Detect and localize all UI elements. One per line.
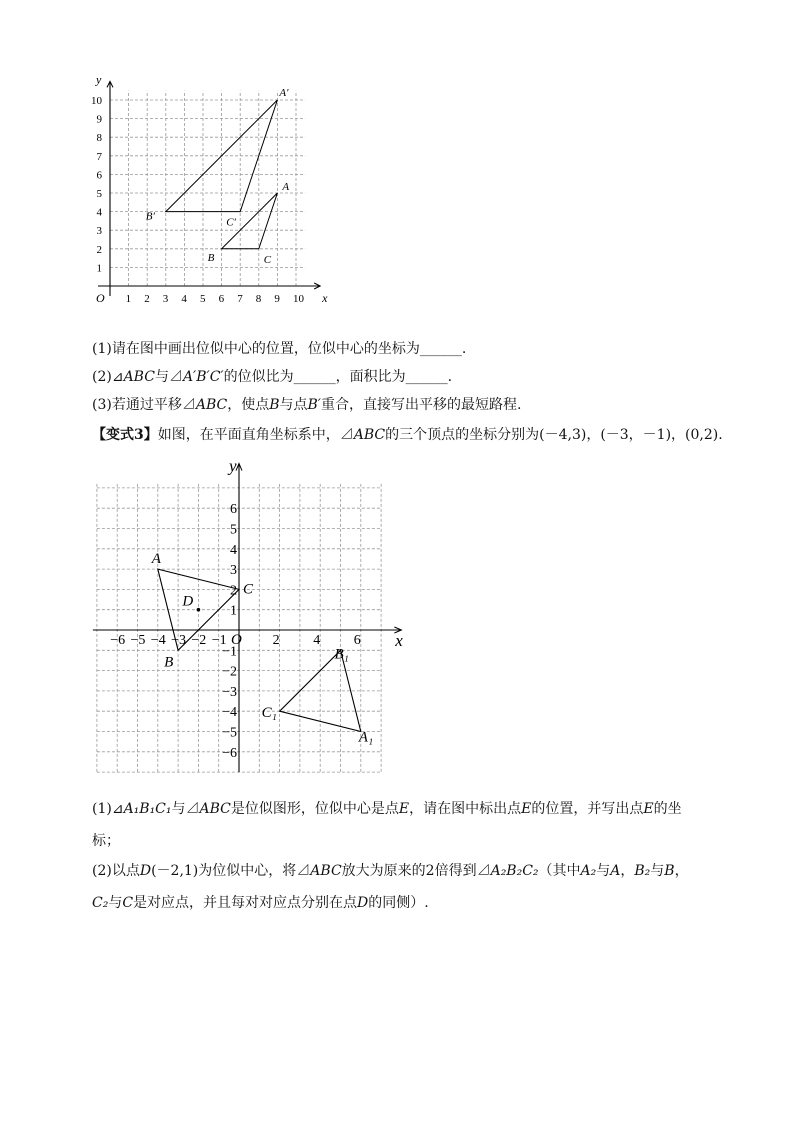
x-tick-label: −1 bbox=[211, 633, 227, 648]
question-1-2: (2)⊿ABC与⊿A′B′C′的位似比为______，面积比为______. bbox=[92, 369, 453, 385]
question-1-3: (3)若通过平移⊿ABC，使点B与点B′重合，直接写出平移的最短路程. bbox=[92, 397, 522, 413]
point-d-dot bbox=[197, 608, 201, 612]
y-tick-label: −3 bbox=[222, 684, 237, 700]
y-tick-label: −1 bbox=[222, 644, 237, 660]
y-tick-label: 6 bbox=[230, 502, 237, 518]
x-tick-label: 2 bbox=[272, 633, 280, 648]
y-tick-label: −2 bbox=[222, 664, 237, 680]
y-tick-label: 5 bbox=[230, 522, 237, 538]
point-label-c: C bbox=[243, 581, 254, 598]
variant-3-intro: 【变式3】如图，在平面直角坐标系中，⊿ABC的三个顶点的坐标分别为(－4,3)，(－3，－1)，(0,2). bbox=[92, 427, 723, 443]
y-tick-label: 1 bbox=[96, 262, 102, 275]
x-tick-label: 9 bbox=[274, 293, 280, 305]
question-2-1: (1)⊿A₁B₁C₁与⊿ABC是位似图形，位似中心是点E，请在图中标出点E的位置，并写出点E的坐 bbox=[92, 801, 682, 817]
point-label-d: D bbox=[182, 593, 194, 610]
x-axis-arrow bbox=[314, 283, 320, 289]
triangle-abc bbox=[222, 193, 278, 249]
x-tick-label: 1 bbox=[125, 293, 132, 305]
x-axis-label: x bbox=[322, 291, 328, 305]
question-1-1: (1)请在图中画出位似中心的位置，位似中心的坐标为______. bbox=[92, 341, 467, 357]
origin-label: O bbox=[96, 291, 105, 305]
x-tick-label: 5 bbox=[200, 293, 206, 305]
point-label-a: A bbox=[151, 551, 161, 568]
x-tick-label: 10 bbox=[293, 293, 304, 305]
x-tick-label: −2 bbox=[191, 633, 207, 648]
point-label-b: B bbox=[164, 654, 174, 671]
x-tick-label: −5 bbox=[130, 633, 146, 648]
x-tick-label: 3 bbox=[162, 293, 169, 305]
y-tick-label: 3 bbox=[230, 563, 237, 579]
y-tick-label: −5 bbox=[222, 725, 237, 741]
y-tick-label: 10 bbox=[91, 95, 102, 107]
variant-tag: 【变式3】 bbox=[92, 427, 158, 443]
y-tick-label: 4 bbox=[230, 542, 237, 558]
point-label-c: C bbox=[263, 253, 272, 266]
x-tick-label: 8 bbox=[255, 293, 262, 305]
y-tick-label: 5 bbox=[96, 188, 102, 200]
x-tick-label: 6 bbox=[218, 293, 225, 305]
y-tick-label: 2 bbox=[96, 243, 102, 256]
triangle-a1-b1-c1 bbox=[280, 650, 361, 731]
y-tick-label: 6 bbox=[96, 169, 102, 182]
y-tick-label: 7 bbox=[96, 150, 102, 163]
point-label-a-prime: A′ bbox=[279, 87, 289, 99]
y-tick-label: 8 bbox=[96, 132, 102, 145]
question-2-2-cont: C₂与C是对应点，并且每对对应点分别在点D的同侧）. bbox=[92, 895, 429, 911]
point-label-b1: B₁ bbox=[334, 646, 349, 663]
x-axis-arrow bbox=[394, 627, 401, 633]
x-tick-label: 4 bbox=[313, 633, 321, 648]
question-2-2: (2)以点D(－2,1)为位似中心，将⊿ABC放大为原来的2倍得到⊿A₂B₂C₂（其中A₂与A，B₂与B， bbox=[92, 863, 689, 879]
y-tick-label: −4 bbox=[222, 705, 237, 721]
origin-label: O bbox=[231, 632, 242, 648]
y-axis-label: y bbox=[96, 72, 102, 87]
x-tick-label: −4 bbox=[150, 633, 166, 648]
point-label-c1: C₁ bbox=[261, 705, 277, 722]
y-tick-label: −6 bbox=[222, 745, 237, 761]
x-tick-label: 7 bbox=[237, 293, 243, 305]
question-2-1-cont: 标； bbox=[92, 833, 120, 849]
y-tick-label: 2 bbox=[230, 583, 237, 599]
y-axis-arrow bbox=[107, 81, 113, 87]
x-tick-label: −3 bbox=[171, 633, 187, 648]
x-axis-label: x bbox=[395, 631, 403, 650]
point-label-a: A bbox=[282, 181, 290, 193]
y-tick-label: 4 bbox=[96, 206, 102, 219]
y-axis-arrow bbox=[236, 464, 242, 471]
point-label-a1: A₁ bbox=[358, 729, 374, 746]
y-tick-label: 1 bbox=[230, 603, 237, 619]
x-tick-label: 2 bbox=[144, 293, 150, 305]
point-label-c-prime: C′ bbox=[226, 216, 236, 229]
x-tick-label: 4 bbox=[181, 293, 187, 305]
y-axis-label: y bbox=[229, 456, 237, 476]
y-tick-label: 3 bbox=[96, 225, 102, 238]
triangle-abc bbox=[158, 569, 239, 650]
x-tick-label: 6 bbox=[353, 633, 361, 648]
y-tick-label: 9 bbox=[96, 113, 102, 126]
x-tick-label: −6 bbox=[110, 633, 126, 648]
point-label-b-prime: B′ bbox=[145, 210, 155, 223]
triangle-a-b-c-prime bbox=[166, 100, 278, 212]
point-label-b: B bbox=[207, 251, 215, 264]
